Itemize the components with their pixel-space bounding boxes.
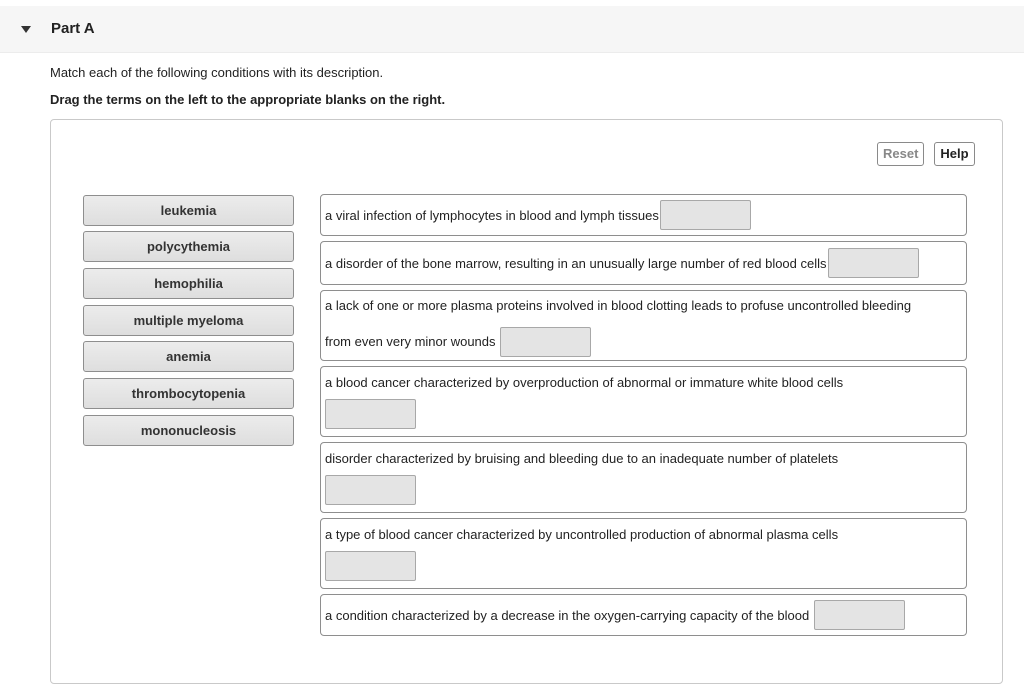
term-anemia[interactable]: anemia — [83, 341, 294, 372]
drop-blank[interactable] — [814, 600, 905, 630]
term-polycythemia[interactable]: polycythemia — [83, 231, 294, 262]
instructions-text: Match each of the following conditions with its description. — [50, 65, 384, 80]
drop-blank[interactable] — [660, 200, 751, 230]
target-row — [320, 194, 967, 236]
term-thrombocytopenia[interactable]: thrombocytopenia — [83, 378, 294, 409]
target-description: a disorder of the bone marrow, resulting in an unusually large number of red blood cells — [325, 255, 827, 271]
term-hemophilia[interactable]: hemophilia — [83, 268, 294, 299]
part-title: Part A — [51, 20, 95, 37]
target-description: a type of blood cancer characterized by uncontrolled production of abnormal plasma cells — [325, 527, 839, 542]
target-row — [320, 290, 967, 361]
drop-blank[interactable] — [325, 551, 416, 581]
target-row — [320, 594, 967, 636]
target-row — [320, 442, 967, 513]
drop-blank[interactable] — [828, 248, 919, 278]
target-description: a blood cancer characterized by overproduction of abnormal or immature white blood cells — [325, 375, 844, 390]
drop-blank[interactable] — [500, 327, 591, 357]
target-description: disorder characterized by bruising and bleeding due to an inadequate number of platelets — [325, 451, 839, 466]
target-description-continued: from even very minor wounds — [325, 334, 496, 349]
drag-instructions: Drag the terms on the left to the appropriate blanks on the right. — [50, 92, 446, 107]
drop-blank[interactable] — [325, 399, 416, 429]
term-mononucleosis[interactable]: mononucleosis — [83, 415, 294, 446]
target-description: a lack of one or more plasma proteins involved in blood clotting leads to profuse uncontrolled bleeding — [325, 298, 912, 313]
collapse-caret-icon[interactable] — [21, 26, 31, 33]
term-leukemia[interactable]: leukemia — [83, 195, 294, 226]
target-row — [320, 518, 967, 589]
help-button[interactable]: Help — [934, 142, 975, 166]
term-multiple-myeloma[interactable]: multiple myeloma — [83, 305, 294, 336]
reset-button[interactable]: Reset — [877, 142, 924, 166]
drop-blank[interactable] — [325, 475, 416, 505]
target-row — [320, 241, 967, 285]
target-description: a viral infection of lymphocytes in blood and lymph tissues — [325, 207, 659, 223]
part-header[interactable] — [0, 6, 1024, 53]
target-description: a condition characterized by a decrease in the oxygen-carrying capacity of the blood — [325, 607, 810, 623]
target-row — [320, 366, 967, 437]
